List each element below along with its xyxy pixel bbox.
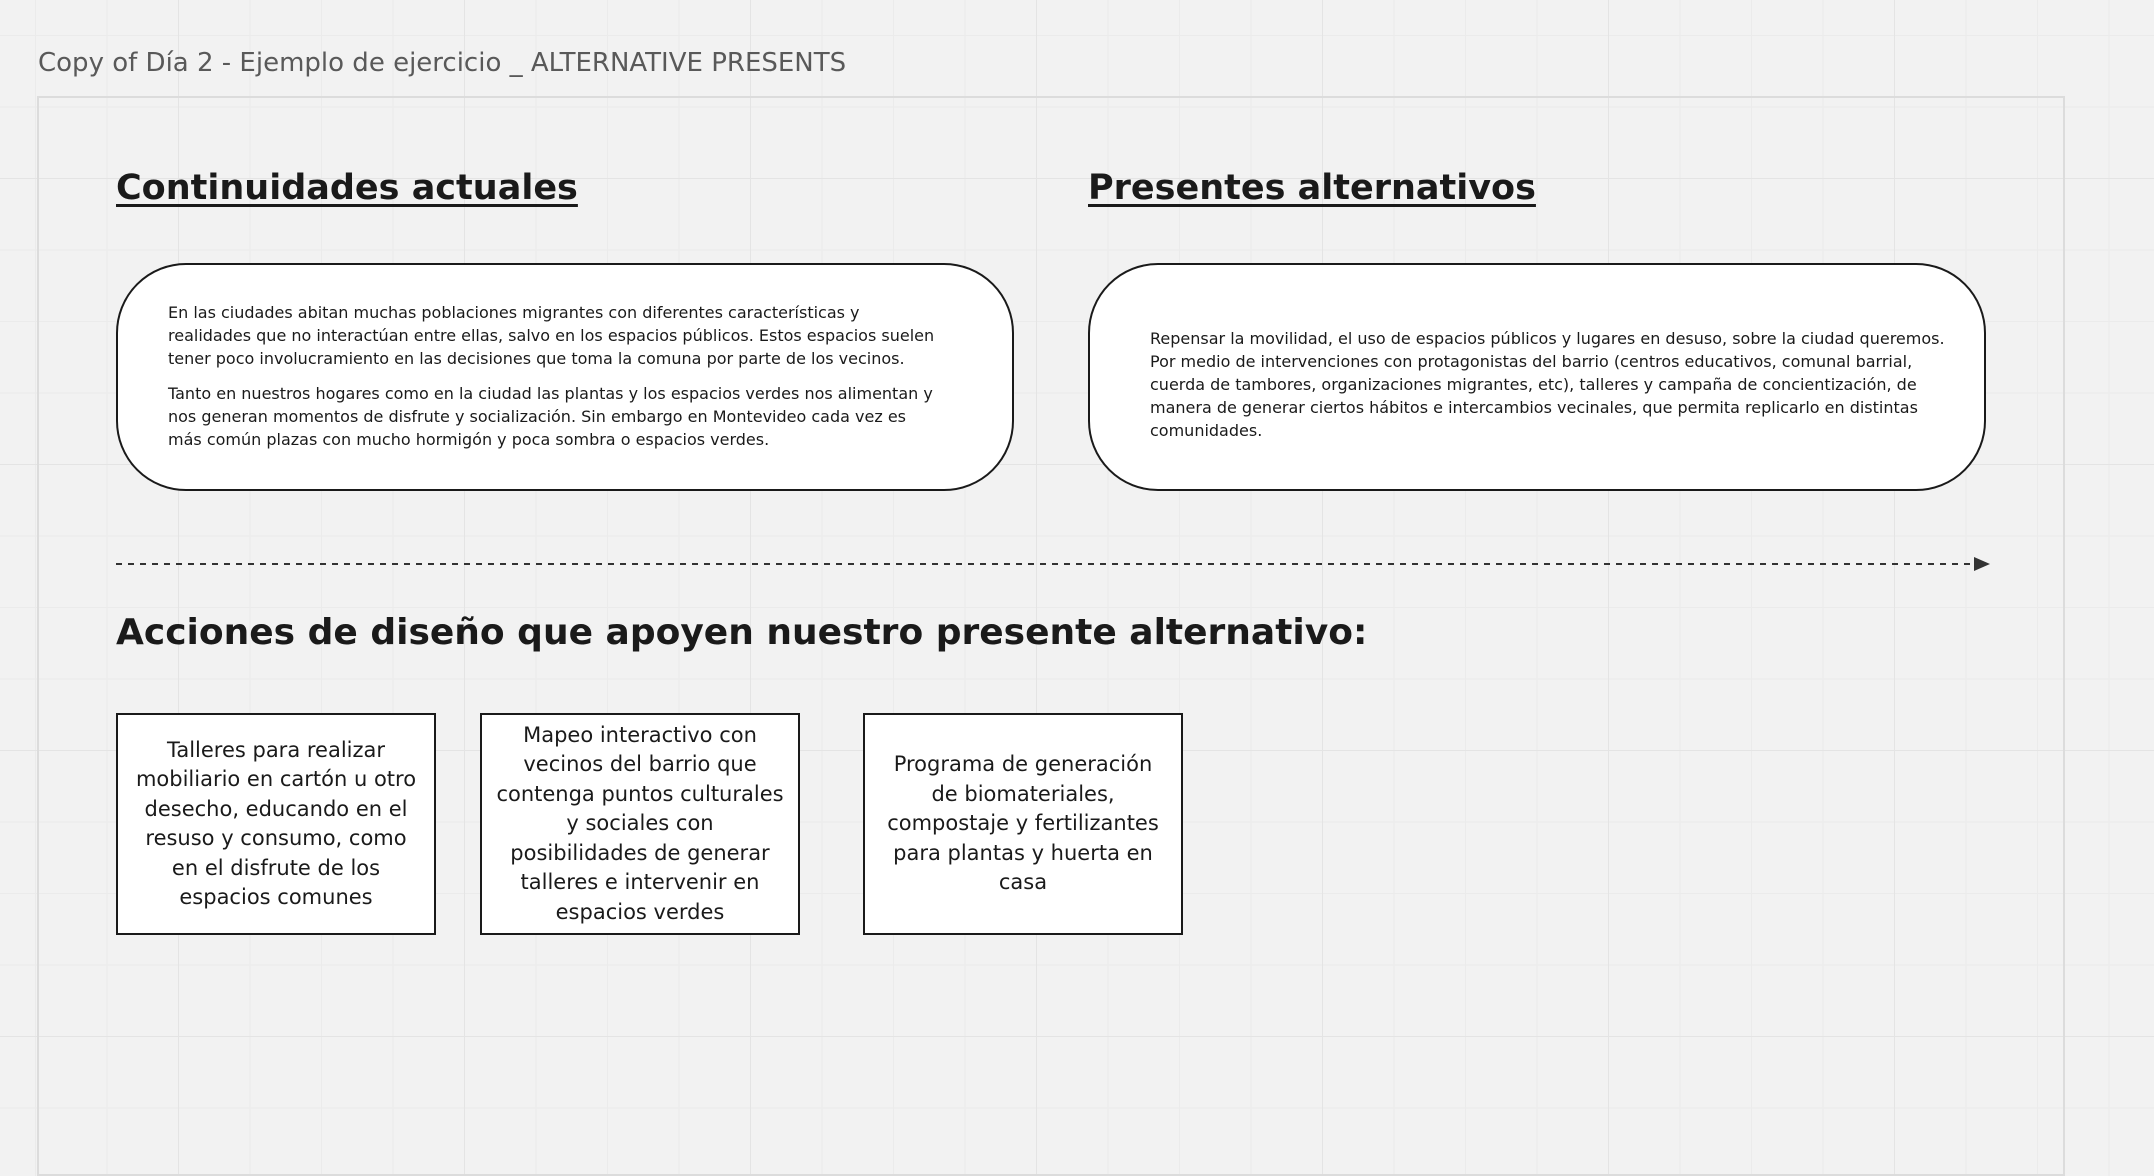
alternatives-paragraph-1: Repensar la movilidad, el uso de espacios públicos y lugares en desuso, sobre la ciudad queremos. Por medio de intervenciones con protagonistas del barrio (centros educativos, comunal barrial, cuerda de tambores, organizaciones migrantes, etc), talleres y campaña de concientización, de manera de generar ciertos hábitos e intercambios vecinales, que permita replicarlo en distintas comunidades.	[1150, 329, 1945, 440]
continuities-paragraph-1: En las ciudades abitan muchas poblaciones migrantes con diferentes características y realidades que no interactúan entre ellas, salvo en los espacios públicos. Estos espacios suelen tener poco involucramiento en las decisiones que toma la comuna por parte de los vecinos.	[168, 303, 935, 368]
continuities-text-block	[168, 301, 943, 463]
board-title[interactable]: Copy of Día 2 - Ejemplo de ejercicio _ ALTERNATIVE PRESENTS	[38, 48, 847, 78]
timeline-arrowhead	[1974, 557, 1990, 571]
action-card-text: Talleres para realizar mobiliario en cartón u otro desecho, educando en el resuso y consumo, como en el disfrute de los espacios comunes	[135, 737, 417, 909]
continuities-heading[interactable]: Continuidades actuales	[116, 168, 578, 208]
dashed-arrow-right-icon[interactable]	[116, 550, 1990, 578]
alternatives-text-block	[1150, 327, 1950, 454]
action-card-text: Mapeo interactivo con vecinos del barrio que contenga puntos culturales y sociales con posibilidades de generar talleres e intervenir en espacios verdes	[496, 722, 784, 924]
continuities-paragraph-2: Tanto en nuestros hogares como en la ciudad las plantas y los espacios verdes nos alimentan y nos generan momentos de disfrute y socialización. Sin embargo en Montevideo cada vez es más común plazas con mucho hormigón y poca sombra o espacios verdes.	[168, 384, 933, 449]
action-card-biomaterials[interactable]	[863, 713, 1183, 935]
action-card-text: Programa de generación de biomateriales, compostaje y fertilizantes para plantas y huerta en casa	[887, 752, 1159, 895]
alternatives-card[interactable]	[1088, 263, 1986, 491]
alternatives-heading[interactable]: Presentes alternativos	[1088, 168, 1536, 208]
action-card-workshops[interactable]	[116, 713, 436, 935]
continuities-card[interactable]	[116, 263, 1014, 491]
action-card-mapping[interactable]	[480, 713, 800, 935]
actions-heading[interactable]: Acciones de diseño que apoyen nuestro presente alternativo:	[116, 612, 1368, 653]
